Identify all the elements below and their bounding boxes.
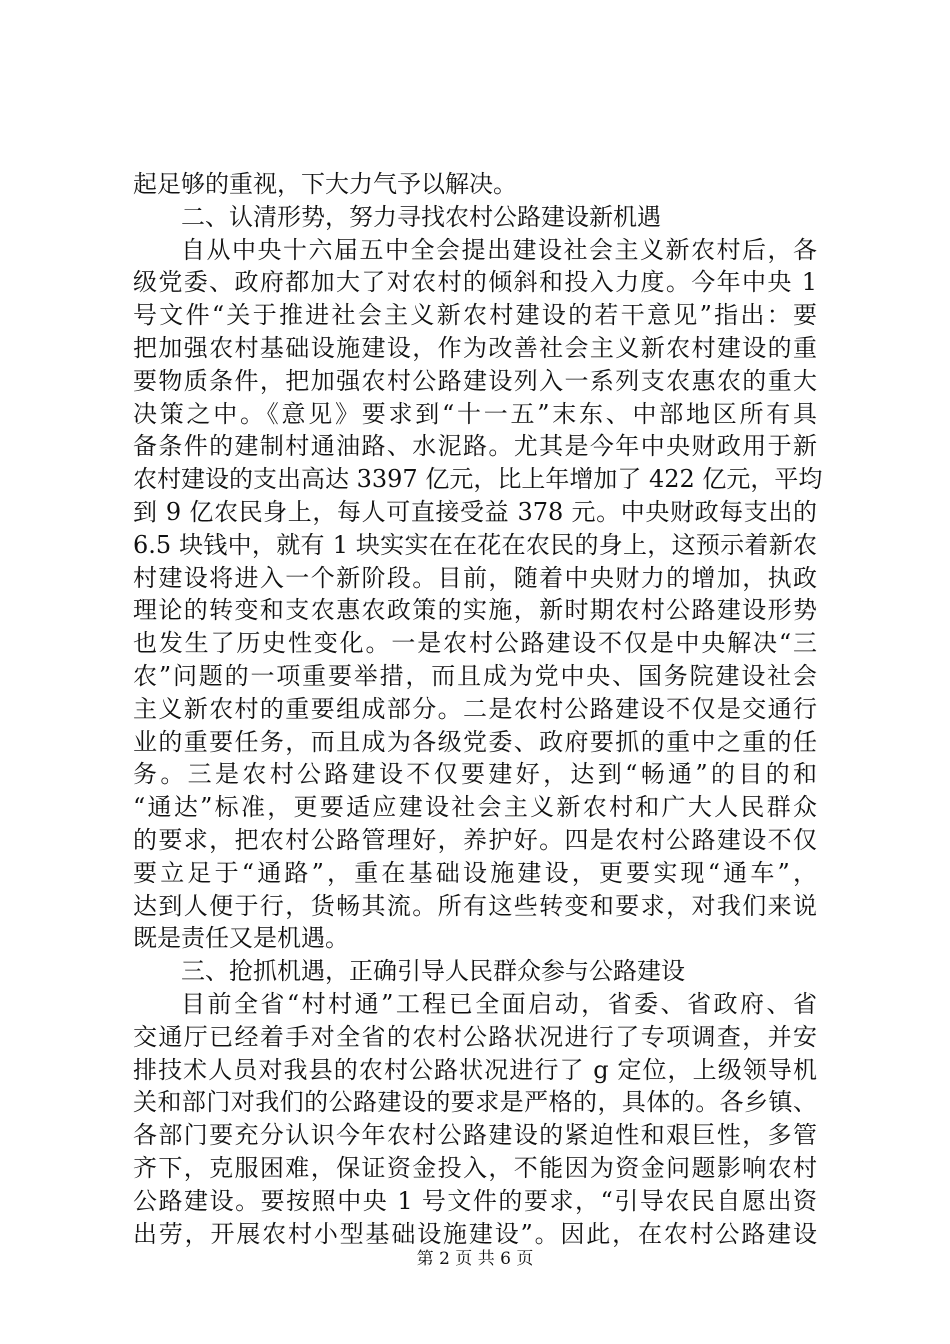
- text-line: 村建设将进入一个新阶段。目前，随着中央财力的增加，执政: [133, 563, 817, 592]
- text-line: 决策之中。《意见》要求到“十一五”末东、中部地区所有具: [133, 399, 817, 428]
- text-line: 关和部门对我们的公路建设的要求是严格的，具体的。各乡镇、: [133, 1088, 817, 1117]
- text-line: 出劳，开展农村小型基础设施建设”。因此，在农村公路建设: [133, 1219, 817, 1248]
- text-line: 级党委、政府都加大了对农村的倾斜和投入力度。今年中央 1: [133, 268, 817, 297]
- text-line: 排技术人员对我县的农村公路状况进行了 g 定位，上级领导机: [133, 1055, 817, 1084]
- text-line: 公路建设。要按照中央 1 号文件的要求，“引导农民自愿出资: [133, 1186, 817, 1215]
- text-line: 齐下，克服困难，保证资金投入，不能因为资金问题影响农村: [133, 1153, 817, 1182]
- text-line: 主义新农村的重要组成部分。二是农村公路建设不仅是交通行: [133, 694, 817, 723]
- page-footer: 第 2 页 共 6 页: [416, 1249, 534, 1269]
- text-line: 要物质条件，把加强农村公路建设列入一系列支农惠农的重大: [133, 366, 817, 395]
- text-line: 既是责任又是机遇。: [133, 924, 349, 953]
- text-line: 业的重要任务，而且成为各级党委、政府要抓的重中之重的任: [133, 727, 817, 756]
- text-line: 交通厅已经着手对全省的农村公路状况进行了专项调查，并安: [133, 1022, 817, 1051]
- text-line: 各部门要充分认识今年农村公路建设的紧迫性和艰巨性，多管: [133, 1121, 817, 1150]
- text-line: 的要求，把农村公路管理好，养护好。四是农村公路建设不仅: [133, 825, 817, 854]
- text-line: 达到人便于行，货畅其流。所有这些转变和要求，对我们来说: [133, 891, 817, 920]
- text-line: 起足够的重视，下大力气予以解决。: [133, 170, 517, 198]
- text-line: 务。三是农村公路建设不仅要建好，达到“畅通”的目的和: [133, 760, 817, 789]
- text-line: 到 9 亿农民身上，每人可直接受益 378 元。中央财政每支出的: [133, 497, 817, 526]
- text-line: 自从中央十六届五中全会提出建设社会主义新农村后，各: [181, 235, 817, 264]
- text-line: 要立足于“通路”，重在基础设施建设，更要实现“通车”，: [133, 858, 817, 887]
- text-line: 号文件“关于推进社会主义新农村建设的若干意见”指出：要: [133, 301, 817, 330]
- text-line: 农村建设的支出高达 3397 亿元，比上年增加了 422 亿元，平均: [133, 465, 823, 494]
- text-line: 理论的转变和支农惠农政策的实施，新时期农村公路建设形势: [133, 596, 817, 625]
- text-line: 目前全省“村村通”工程已全面启动，省委、省政府、省: [181, 989, 817, 1018]
- text-line: 把加强农村基础设施建设，作为改善社会主义新农村建设的重: [133, 333, 817, 362]
- document-body: [133, 168, 823, 1250]
- text-line: 备条件的建制村通油路、水泥路。尤其是今年中央财政用于新: [133, 432, 817, 461]
- text-line: 二、认清形势，努力寻找农村公路建设新机遇: [181, 202, 661, 231]
- text-line: “通达”标准，更要适应建设社会主义新农村和广大人民群众: [133, 793, 817, 822]
- text-line: 6.5 块钱中，就有 1 块实实在在花在农民的身上，这预示着新农: [133, 530, 817, 559]
- text-line: 农”问题的一项重要举措，而且成为党中央、国务院建设社会: [133, 661, 817, 690]
- text-line: 也发生了历史性变化。一是农村公路建设不仅是中央解决“三: [133, 629, 817, 658]
- text-line: 三、抢抓机遇，正确引导人民群众参与公路建设: [181, 957, 685, 986]
